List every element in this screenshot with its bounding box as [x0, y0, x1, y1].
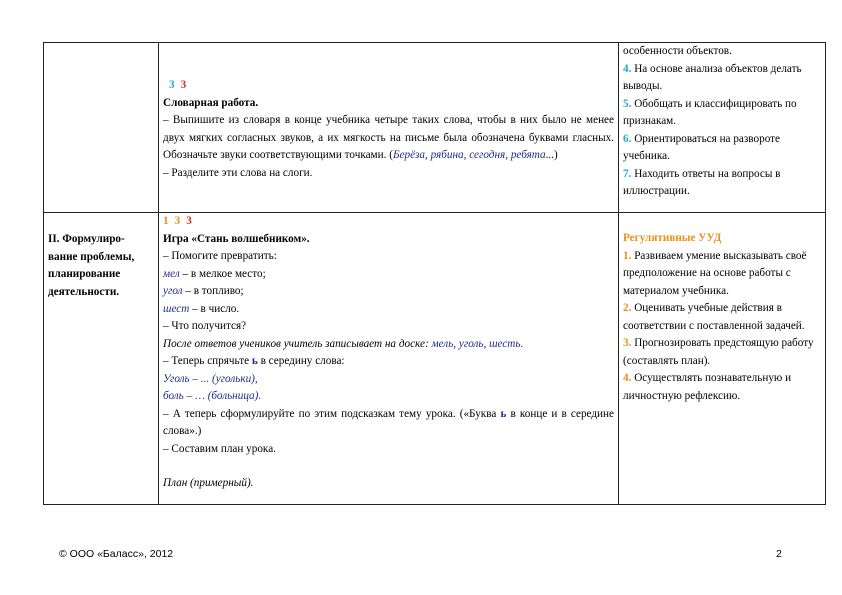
- uud-cell: [619, 213, 826, 505]
- text-line: – Помогите превратить:: [163, 250, 277, 262]
- lesson-table: [43, 42, 826, 505]
- list-item: 4. Осуществлять познавательную и личностную рефлексию.: [623, 372, 792, 402]
- text-line: мел – в мелкое место;: [163, 267, 266, 280]
- task-numbers: [163, 77, 614, 95]
- list-item: 3. Прогнозировать предстоящую работу (составлять план).: [623, 337, 814, 367]
- uud-cell: [619, 43, 826, 213]
- section-title: Словарная работа.: [163, 96, 259, 109]
- text-line: – Теперь спрячьте ь в середину слова:: [163, 355, 345, 367]
- list-item: 2. Оценивать учебные действия в соответствии с поставленной задачей.: [623, 302, 805, 332]
- stage-title: II. Формулиро-вание проблемы, планирование деятельности.: [48, 233, 135, 298]
- stage-cell: [44, 43, 159, 213]
- uud-heading: Регулятивные УУД: [623, 232, 722, 244]
- list-item: 1. Развиваем умение высказывать своё предположение на основе работы с материалом учебника.: [623, 249, 807, 297]
- activity-cell: [159, 43, 619, 213]
- page-number: 2: [776, 548, 782, 560]
- list-item: 6. Ориентироваться на развороте учебника.: [623, 132, 780, 162]
- plan-label: План (примерный).: [163, 477, 254, 489]
- text-line: шест – в число.: [163, 302, 240, 315]
- table-row: [44, 213, 826, 505]
- table-row: [44, 43, 826, 213]
- task-number: 3: [180, 79, 187, 91]
- text-line: угол – в топливо;: [163, 285, 244, 297]
- activity-cell: [159, 213, 619, 505]
- task-paragraph: – Выпишите из словаря в конце учебника четыре таких слова, чтобы в них было не менее двух мягких согласных звуков, а их мягкость на письме была обозначена буквами гласных. Обозначьте звуки соответствующими точками. (Берёза, рябина, сегодня, ребята...): [163, 114, 614, 161]
- list-item: 7. Находить ответы на вопросы в иллюстрации.: [623, 167, 781, 197]
- continuation-text: особенности объектов.: [623, 45, 732, 57]
- section-title: Игра «Стань волшебником».: [163, 232, 310, 245]
- text-line: – А теперь сформулируйте по этим подсказкам тему урока. («Буква ь в конце и в середине слова».): [163, 407, 614, 437]
- text-line: – Что получится?: [163, 320, 247, 332]
- stage-cell: [44, 213, 159, 505]
- copyright-footer: © ООО «Баласс», 2012: [59, 548, 174, 560]
- text-line: Уголь – ... (угольки),: [163, 372, 258, 385]
- list-item: 4. На основе анализа объектов делать выводы.: [623, 62, 802, 92]
- task-number: 3: [186, 215, 192, 227]
- task-paragraph: – Разделите эти слова на слоги.: [163, 166, 313, 179]
- example-words: Берёза, рябина, сегодня, ребята: [392, 149, 546, 161]
- list-item: 5. Обобщать и классифицировать по признакам.: [623, 97, 797, 127]
- text-line: боль – … (больница).: [163, 390, 262, 402]
- text-line: – Составим план урока.: [163, 442, 276, 455]
- task-number: 3: [174, 215, 181, 227]
- teacher-note: После ответов учеников учитель записывает на доске: мель, уголь, шесть.: [163, 337, 524, 350]
- task-number: 1: [163, 215, 169, 227]
- task-number: 3: [169, 79, 175, 91]
- task-numbers: [163, 213, 614, 231]
